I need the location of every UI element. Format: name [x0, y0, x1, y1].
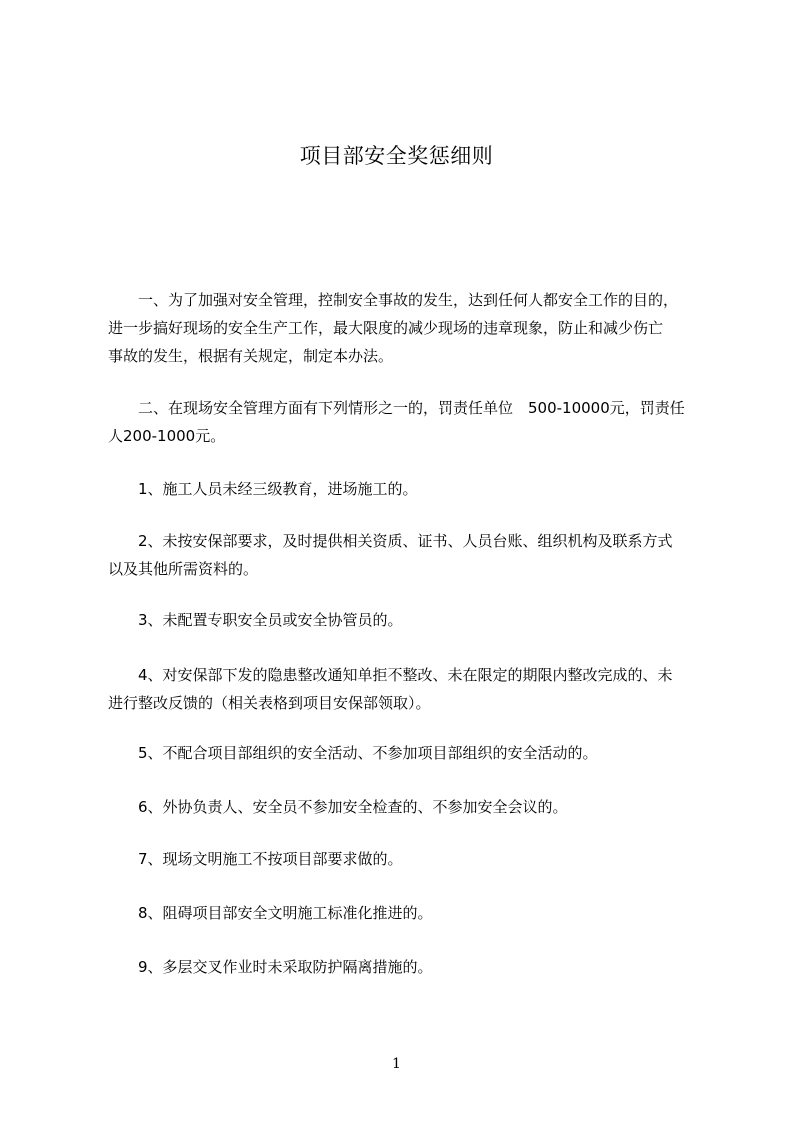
list-item-5 — [108, 739, 716, 767]
paragraph-line: 进一步搞好现场的安全生产工作，最大限度的减少现场的违章现象，防止和减少伤亡 — [108, 319, 664, 337]
paragraph-line: 以及其他所需资料的。 — [108, 560, 259, 578]
list-item-4 — [108, 661, 716, 717]
list-item-8 — [108, 899, 716, 927]
document-title: 项目部安全奖惩细则 — [299, 144, 494, 168]
list-item-1 — [108, 475, 716, 503]
paragraph-line: 6、外协负责人、安全员不参加安全检查的、不参加安全会议的。 — [108, 798, 568, 816]
paragraph-line: 9、多层交叉作业时未采取防护隔离措施的。 — [108, 958, 433, 976]
paragraph-line: 一、为了加强对安全管理，控制安全事故的发生，达到任何人都安全工作的目的， — [108, 291, 679, 309]
list-item-7 — [108, 845, 716, 873]
paragraph-intro — [108, 286, 716, 370]
paragraph-line: 二、在现场安全管理方面有下列情形之一的，罚责任单位 500-10000元，罚责任 — [108, 399, 685, 417]
paragraph-line: 事故的发生，根据有关规定，制定本办法。 — [108, 347, 394, 365]
paragraph-line: 8、阻碍项目部安全文明施工标准化推进的。 — [108, 904, 433, 922]
paragraph-line: 4、对安保部下发的隐患整改通知单拒不整改、未在限定的期限内整改完成的、未 — [108, 666, 673, 684]
list-item-2 — [108, 527, 716, 583]
paragraph-line: 3、未配置专职安全员或安全协管员的。 — [108, 611, 403, 629]
list-item-3 — [108, 606, 716, 634]
paragraph-line: 进行整改反馈的（相关表格到项目安保部领取）。 — [108, 694, 431, 712]
paragraph-penalty — [108, 394, 716, 450]
paragraph-line: 人200-1000元。 — [108, 427, 226, 445]
list-item-9 — [108, 953, 716, 981]
list-item-6 — [108, 793, 716, 821]
paragraph-line: 1、施工人员未经三级教育，进场施工的。 — [108, 480, 418, 498]
paragraph-line: 2、未按安保部要求，及时提供相关资质、证书、人员台账、组织机构及联系方式 — [108, 532, 673, 550]
page-number: 1 — [392, 1056, 401, 1072]
paragraph-line: 7、现场文明施工不按项目部要求做的。 — [108, 850, 403, 868]
paragraph-line: 5、不配合项目部组织的安全活动、不参加项目部组织的安全活动的。 — [108, 744, 598, 762]
